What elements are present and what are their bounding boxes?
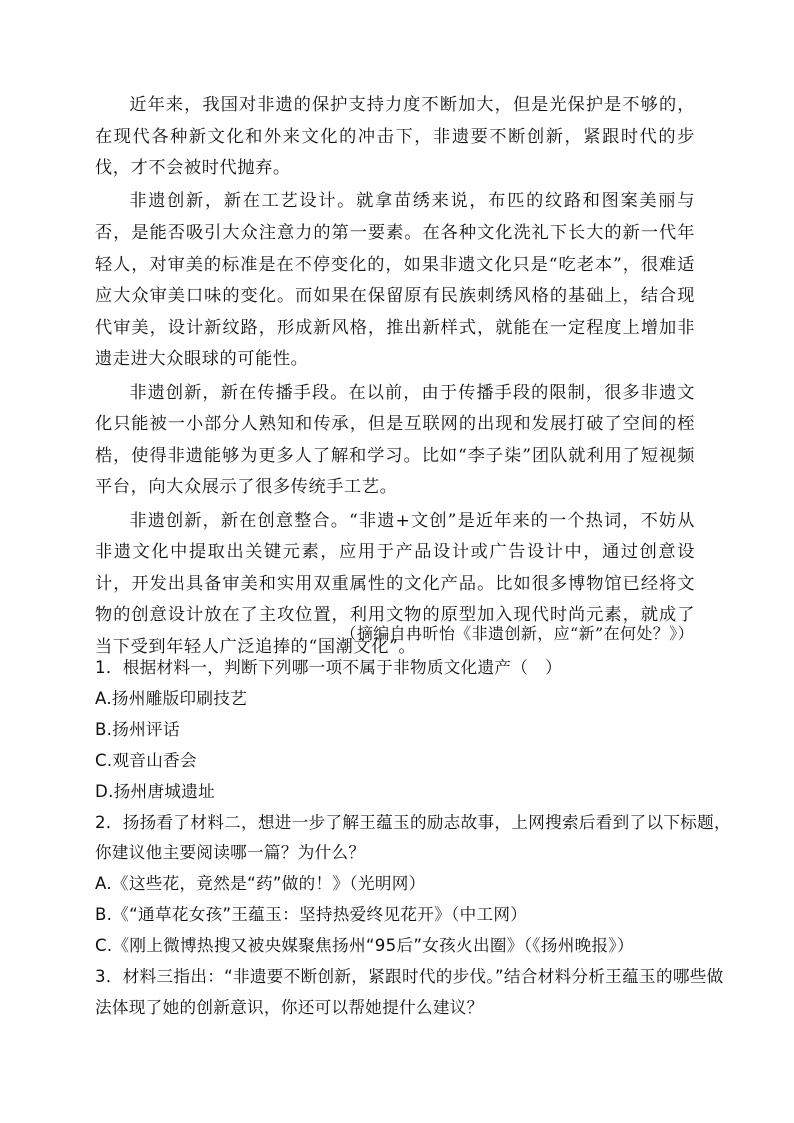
paragraph-2: 非遗创新，新在工艺设计。就拿苗绣来说，布匹的纹路和图案美丽与否，是能否吸引大众注意力的第一要素。在各种文化洗礼下长大的新一代年轻人，对审美的标准是在不停变化的，如果非遗文化只是“吃老本”，很难适应大众审美口味的变化。而如果在保留原有民族刺绣风格的基础上，结合现代审美，设计新纹路，形成新风格，推出新样式，就能在一定程度上增加非遗走进大众眼球的可能性。 [95, 191, 695, 370]
question-2-option-c: C.《刚上微博热搜又被央媒聚焦扬州“95后”女孩火出圈》（《扬州晚报》） [95, 936, 634, 956]
question-1-option-c: C.观音山香会 [95, 750, 197, 770]
source-citation: （摘编自冉昕怡《非遗创新，应“新”在何处？》） [340, 624, 694, 643]
question-3-stem-line-1: 3．材料三指出：“非遗要不断创新，紧跟时代的步伐。”结合材料分析王蕴玉的哪些做 [95, 967, 724, 987]
question-1-option-a: A.扬州雕版印刷技艺 [95, 688, 248, 708]
question-1-option-b: B.扬州评话 [95, 719, 180, 739]
reading-passage [95, 90, 695, 665]
question-2-option-b: B.《“通草花女孩”王蕴玉：坚持热爱终见花开》（中工网） [95, 905, 528, 925]
question-2-option-a: A.《这些花，竟然是“药”做的！》（光明网） [95, 874, 426, 894]
paragraph-4: 非遗创新，新在创意整合。“非遗+文创”是近年来的一个热词，不妨从非遗文化中提取出关键元素，应用于产品设计或广告设计中，通过创意设计，开发出具备审美和实用双重属性的文化产品。比如很多博物馆已经将文物的创意设计放在了主攻位置，利用文物的原型加入现代时尚元素，就成了当下受到年轻人广泛追捧的“国潮文化”。 [95, 510, 695, 657]
question-2-stem-line-1: 2．扬扬看了材料二，想进一步了解王蕴玉的励志故事，上网搜索后看到了以下标题， [95, 812, 731, 832]
question-1-stem: 1．根据材料一，判断下列哪一项不属于非物质文化遗产（ ） [95, 658, 562, 677]
paragraph-1: 近年来，我国对非遗的保护支持力度不断加大，但是光保护是不够的，在现代各种新文化和外来文化的冲击下，非遗要不断创新，紧跟时代的步伐，才不会被时代抛弃。 [95, 95, 695, 179]
question-2-stem-line-2: 你建议他主要阅读哪一篇？为什么？ [95, 843, 366, 863]
questions-section [95, 653, 731, 1024]
question-1-option-d: D.扬州唐城遗址 [95, 781, 216, 801]
question-3-stem-line-2: 法体现了她的创新意识，你还可以帮她提什么建议？ [95, 997, 484, 1017]
paragraph-3: 非遗创新，新在传播手段。在以前，由于传播手段的限制，很多非遗文化只能被一小部分人熟知和传承，但是互联网的出现和发展打破了空间的桎梏，使得非遗能够为更多人了解和学习。比如“李子柒”团队就利用了短视频平台，向大众展示了很多传统手工艺。 [95, 382, 695, 498]
